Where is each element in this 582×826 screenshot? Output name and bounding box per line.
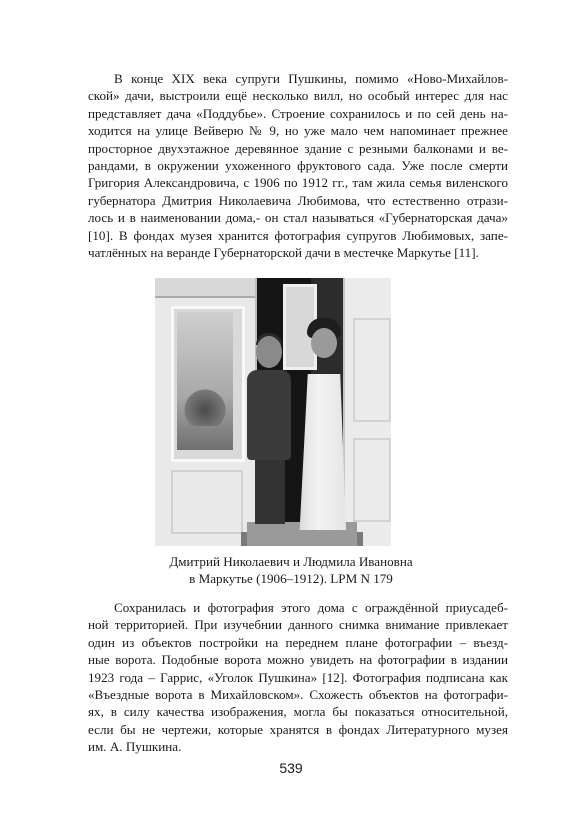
text-line: просторное двухэтажное деревянное здание с резными балконами и ве- [88, 140, 508, 156]
page-number: 539 [279, 760, 303, 776]
text-line: губернатора Дмитрия Николаевича Любимова, что естественно отрази- [88, 192, 508, 208]
text-line: рандами, в окружении ухоженного фруктового сада. Уже после смерти [88, 158, 508, 174]
text-line: [10]. В фондах музея хранится фотография супругов Любимовых, запе- [88, 227, 508, 243]
text-line: чатлённых на веранде Губернаторской дачи в местечке Маркутье [11]. [88, 245, 479, 261]
text-line: если бы не чертежи, которые хранятся в фондах Литературного музея [88, 721, 508, 737]
text-line: им. А. Пушкина. [88, 739, 182, 755]
right-door [343, 278, 391, 546]
text-line: В конце XIX века супруги Пушкины, помимо «Ново-Михайлов- [114, 71, 508, 86]
text-line: Григория Александровича, с 1906 по 1912 гг., там жила семья виленского [88, 175, 508, 191]
text-line: ской» дачи, выстроили ещё несколько вилл, но особый интерес для нас [88, 88, 508, 104]
text-line: ные ворота. Подобные ворота можно увидеть на фотографии в издании [88, 652, 508, 668]
paragraph-gate-photo [88, 599, 508, 756]
caption-line: в Маркутье (1906–1912). LPM N 179 [189, 571, 393, 586]
historical-photograph [155, 278, 391, 546]
paragraph-dacha-history [88, 70, 508, 261]
left-door [155, 278, 257, 546]
text-line: лось и в наименовании дома,- он стал называться «Губернаторская дача» [88, 210, 508, 226]
text-line: ях, в силу качества изображения, могла бы показаться относительной, [88, 704, 508, 720]
caption-line: Дмитрий Николаевич и Людмила Ивановна [169, 554, 413, 569]
text-line: ходится на улице Вейверю № 9, но уже мало чем напоминает прежнее [88, 123, 508, 139]
text-line: ной территорией. При изучебнии данного снимка внимание привлекает [88, 617, 508, 633]
text-line: один из объектов постройки на переднем плане фотографии – въезд- [88, 634, 508, 650]
text-line: 1923 года – Гаррис, «Уголок Пушкина» [12]. Фотография подписана как [88, 669, 508, 685]
photo-caption [90, 553, 492, 587]
text-line: Сохранилась и фотография этого дома с ограждённой приусадеб- [114, 600, 508, 615]
text-line: «Въездные ворота в Михайловском». Схожесть объектов на фотографи- [88, 687, 508, 703]
text-line: представляет дача «Поддубье». Строение сохранилось и по сей день на- [88, 105, 508, 121]
man-figure [247, 370, 291, 460]
